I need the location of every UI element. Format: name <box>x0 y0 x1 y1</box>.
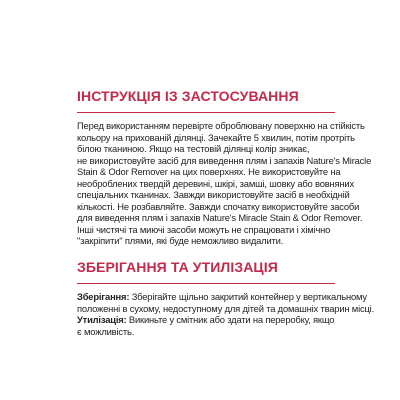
usage-instructions-section <box>77 88 372 247</box>
storage-line: положенні в сухому, недоступному для дітей та домашніх тварин місці. <box>77 302 375 314</box>
usage-instructions-text <box>77 120 372 247</box>
instruction-line: кількості. Не розбавляйте. Завжди спочатку використовуйте засоби <box>77 200 360 212</box>
disposal-label: Утилізація: <box>77 314 127 326</box>
instruction-line: необроблених твердій деревині, шкірі, замші, шовку або вовняних <box>77 177 355 189</box>
usage-instructions-title: ІНСТРУКЦІЯ ІЗ ЗАСТОСУВАННЯ <box>77 88 299 104</box>
storage-disposal-text <box>77 291 375 337</box>
storage-line <box>77 291 367 303</box>
instruction-line: Інші чистячі та миючі засоби можуть не спрацювати і хімічно <box>77 223 331 235</box>
disposal-text: Викиньте у смітник або здати на переробку, якщо <box>126 314 335 326</box>
instruction-line: Перед використанням перевірте оброблювану поверхню на стійкість <box>77 120 365 131</box>
instruction-line: кольору на прихованій ділянці. Зачекайте 5 хвилин, потім протріть <box>77 131 355 143</box>
instruction-line: спеціальних тканинах. Завжди використовуйте засіб в необхідній <box>77 189 350 201</box>
disposal-line: є можливість. <box>77 325 135 337</box>
instruction-line: Stain & Odor Remover на цих поверхнях. Не використовуйте на <box>77 166 341 178</box>
instruction-line: "закріпити" плями, які буде неможливо видалити. <box>77 235 284 247</box>
storage-disposal-section <box>77 259 375 337</box>
storage-text: Зберігайте щільно закритий контейнер у вертикальному <box>129 291 367 302</box>
storage-disposal-divider <box>77 283 335 284</box>
storage-disposal-title: ЗБЕРІГАННЯ ТА УТИЛІЗАЦІЯ <box>77 259 278 275</box>
instruction-line: для виведення плям і запахів Nature's Miracle Stain & Odor Remover. <box>77 212 363 224</box>
instruction-line: не використовуйте засіб для виведення плям і запахів Nature's Miracle <box>77 154 372 166</box>
instruction-line: білою тканиною. Якщо на тестовій ділянці колір зникає, <box>77 143 310 155</box>
disposal-line <box>77 314 335 326</box>
usage-instructions-divider <box>77 112 335 113</box>
storage-label: Зберігання: <box>77 291 130 302</box>
